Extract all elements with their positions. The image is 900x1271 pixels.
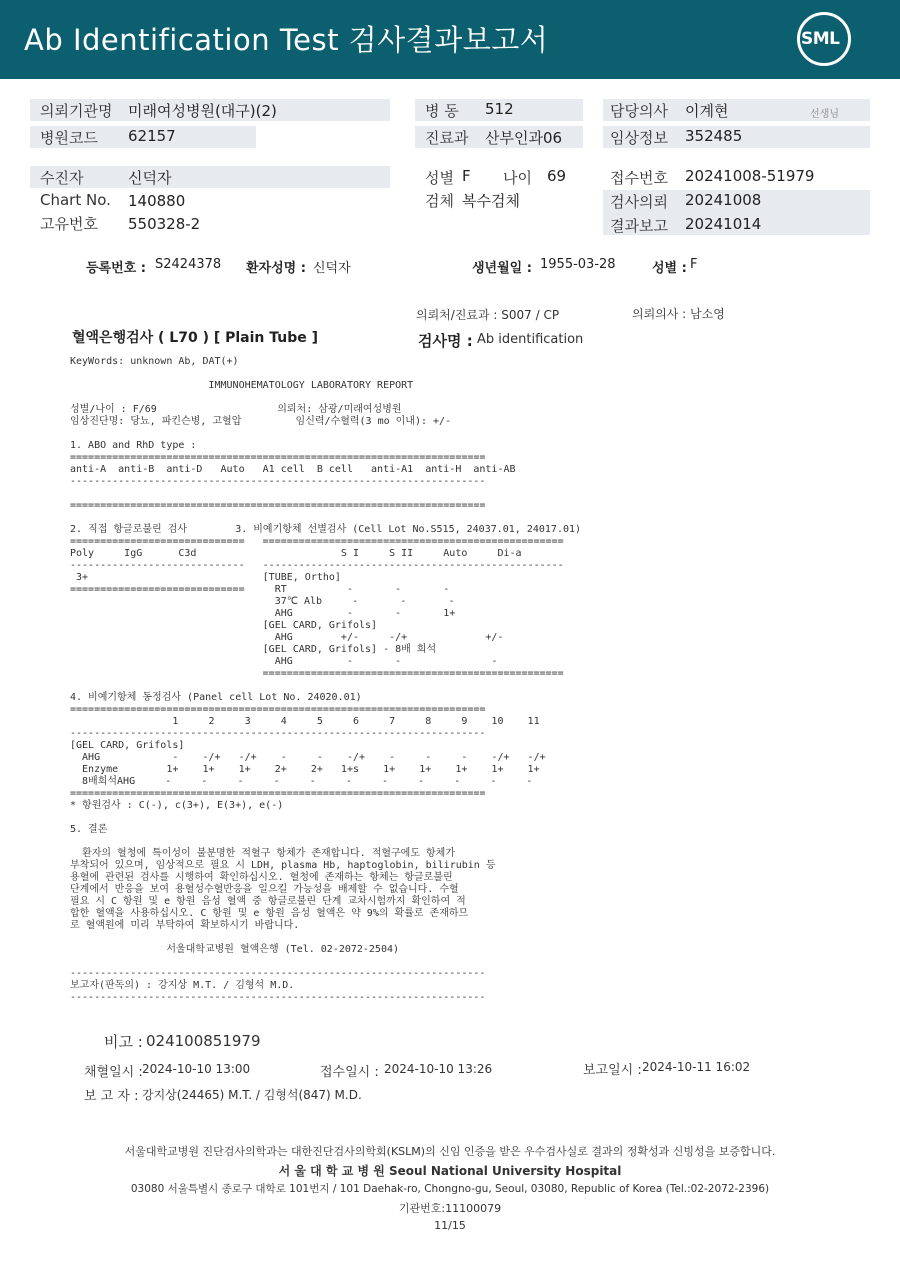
institution-value: 미래여성병원(대구)(2) xyxy=(128,102,277,120)
report-date-label: 결과보고 xyxy=(610,217,668,235)
name-value: 신덕자 xyxy=(313,261,351,276)
age-value: 69 xyxy=(547,167,567,185)
hospital-code-label: 병원코드 xyxy=(40,129,98,147)
reporter-label: 보 고 자 : xyxy=(84,1089,139,1104)
test-name: Ab identification xyxy=(477,332,584,347)
reg-label: 등록번호 : xyxy=(86,261,146,276)
uid-label: 고유번호 xyxy=(40,215,98,233)
age-label: 나이 xyxy=(503,169,532,187)
received-label: 접수일시 : xyxy=(320,1065,379,1080)
footer-hospital-name: 서 울 대 학 교 병 원 Seoul National University Hospital xyxy=(278,1164,622,1178)
page-number: 11/15 xyxy=(434,1219,466,1232)
department-label: 진료과 xyxy=(425,129,469,147)
report-title: Ab Identification Test 검사결과보고서 xyxy=(24,23,549,57)
lab-report-body: KeyWords: unknown Ab, DAT(+) IMMUNOHEMATOLOGY LABORATORY REPORT 성별/나이 : F/69 의뢰처: 삼광/미래여성병원 임상진단명: 당뇨, 파킨슨병, 고혈압 임신력/수혈력(3 mo 이내): +/- 1. ABO and RhD type : ===================================================================== anti-A anti-B anti-D Auto A1 cell B cell anti-A1 anti-H anti-AB --------------------------------------------------------------------- ===================================================================== 2. 직접 항글로불린 검사 3. 비예기항체 선별검사 (Cell Lot No.S515, 24037.01, 24017.01) ============================= ================================================== Poly IgG C3d S I S II Auto Di-a ----------------------------- -------------------------------------------------- 3+ [TUBE, Ortho] ============================= RT - - - 37℃ Alb - - - AHG - - 1+ [GEL CARD, Grifols] AHG +/- -/+ +/- [GEL CARD, Grifols] - 8배 희석 AHG - - - ================================================== 4. 비예기항체 동정검사 (Panel cell Lot No. 24020.01) ===================================================================== 1 2 3 4 5 6 7 8 9 10 11 --------------------------------------------------------------------- [GEL CARD, Grifols] AHG - -/+ -/+ - - -/+ - - - -/+ -/+ Enzyme 1+ 1+ 1+ 2+ 2+ 1+s 1+ 1+ 1+ 1+ 1+ 8배희석AHG - - - - - - - - - - - ===================================================================== * 항원검사 : C(-), c(3+), E(3+), e(-) 5. 결론 환자의 혈청에 특이성이 불분명한 적혈구 항체가 존재합니다. 적혈구에도 항체가 부착되어 있으며, 임상적으로 필요 시 LDH, plasma Hb, haptoglobin, bilirubin 등 용혈에 관련된 검사를 시행하여 확인하십시오. 혈청에 존재하는 항체는 항글로불린 단계에서 반응을 보여 용혈성수혈반응을 일으킬 가능성을 배제할 수 없습니다. 수혈 필요 시 C 항원 및 e 항원 음성 혈액 중 항글로불린 단계 교차시험까지 확인하여 적 합한 혈액을 사용하십시오. C 항원 및 e 항원 음성 혈액은 약 9%의 확률로 존재하므 로 혈액원에 미리 부탁하여 확보하시기 바랍니다. 서울대학교병원 혈액은행 (Tel. 02-2072-2504) --------------------------------------------------------------------- 보고자(판독의) : 강지상 M.T. / 김형석 M.D. --------------------------------------------------------------------- xyxy=(70,356,582,1003)
reg-value: S2424378 xyxy=(155,257,222,272)
receipt-label: 접수번호 xyxy=(610,169,668,187)
test-label: 검사명 : xyxy=(418,332,473,350)
ward-value: 512 xyxy=(485,100,514,118)
request-label: 검사의뢰 xyxy=(610,193,668,211)
collected-value: 2024-10-10 13:00 xyxy=(142,1062,251,1076)
department-value: 산부인과06 xyxy=(485,129,563,147)
request-value: 20241008 xyxy=(685,191,762,209)
chart-label: Chart No. xyxy=(40,191,111,209)
uid-value: 550328-2 xyxy=(128,215,201,233)
dob-value: 1955-03-28 xyxy=(540,257,616,272)
remarks-value: 024100851979 xyxy=(146,1032,261,1050)
sex2-label: 성별 : xyxy=(652,261,687,276)
sex2-value: F xyxy=(690,257,698,272)
doctor-value: 이계현 xyxy=(685,102,729,120)
collected-label: 채혈일시 : xyxy=(84,1065,143,1080)
hospital-code-value: 62157 xyxy=(128,127,176,145)
logo-text: SML xyxy=(801,29,840,49)
reported-label: 보고일시 : xyxy=(583,1063,642,1078)
clinical-info-value: 352485 xyxy=(685,127,743,145)
ward-label: 병 동 xyxy=(425,102,459,120)
referring-doctor: 의뢰의사 : 남소영 xyxy=(632,307,725,321)
footer-address: 03080 서울특별시 종로구 대학로 101번지 / 101 Daehak-ro, Chongno-gu, Seoul, 03080, Republic of Korea (Tel.:02-2072-2396) xyxy=(130,1183,770,1195)
doctor-suffix: 선생님 xyxy=(810,109,839,120)
dob-label: 생년월일 : xyxy=(472,261,532,276)
institution-label: 의뢰기관명 xyxy=(40,102,113,120)
footer-institution-no: 기관번호:11100079 xyxy=(398,1202,502,1215)
patient-value: 신덕자 xyxy=(128,169,172,187)
section-title: 혈액은행검사 ( L70 ) [ Plain Tube ] xyxy=(72,330,319,346)
report-date-value: 20241014 xyxy=(685,215,762,233)
specimen-label: 검체 xyxy=(425,192,454,210)
patient-label: 수진자 xyxy=(40,169,84,187)
footer-certification: 서울대학교병원 진단검사의학과는 대한진단검사의학회(KSLM)의 신임 인증을 받은 우수검사실로 결과의 정확성과 신빙성을 보증합니다. xyxy=(124,1145,776,1158)
referral-info: 의뢰처/진료과 : S007 / CP xyxy=(416,308,560,322)
specimen-value: 복수검체 xyxy=(462,192,520,210)
name-label: 환자성명 : xyxy=(246,261,306,276)
clinical-info-label: 임상정보 xyxy=(610,129,668,147)
header-bar xyxy=(0,0,900,79)
sex-label: 성별 xyxy=(425,169,454,187)
sml-logo xyxy=(797,12,851,66)
sex-value: F xyxy=(462,167,471,185)
receipt-value: 20241008-51979 xyxy=(685,167,815,185)
doctor-label: 담당의사 xyxy=(610,102,668,120)
reported-value: 2024-10-11 16:02 xyxy=(642,1060,751,1074)
chart-value: 140880 xyxy=(128,192,186,210)
reporter-value: 강지상(24465) M.T. / 김형석(847) M.D. xyxy=(142,1088,362,1102)
received-value: 2024-10-10 13:26 xyxy=(384,1062,493,1076)
patient-field xyxy=(30,166,390,188)
remarks-label: 비고 : xyxy=(104,1033,143,1051)
